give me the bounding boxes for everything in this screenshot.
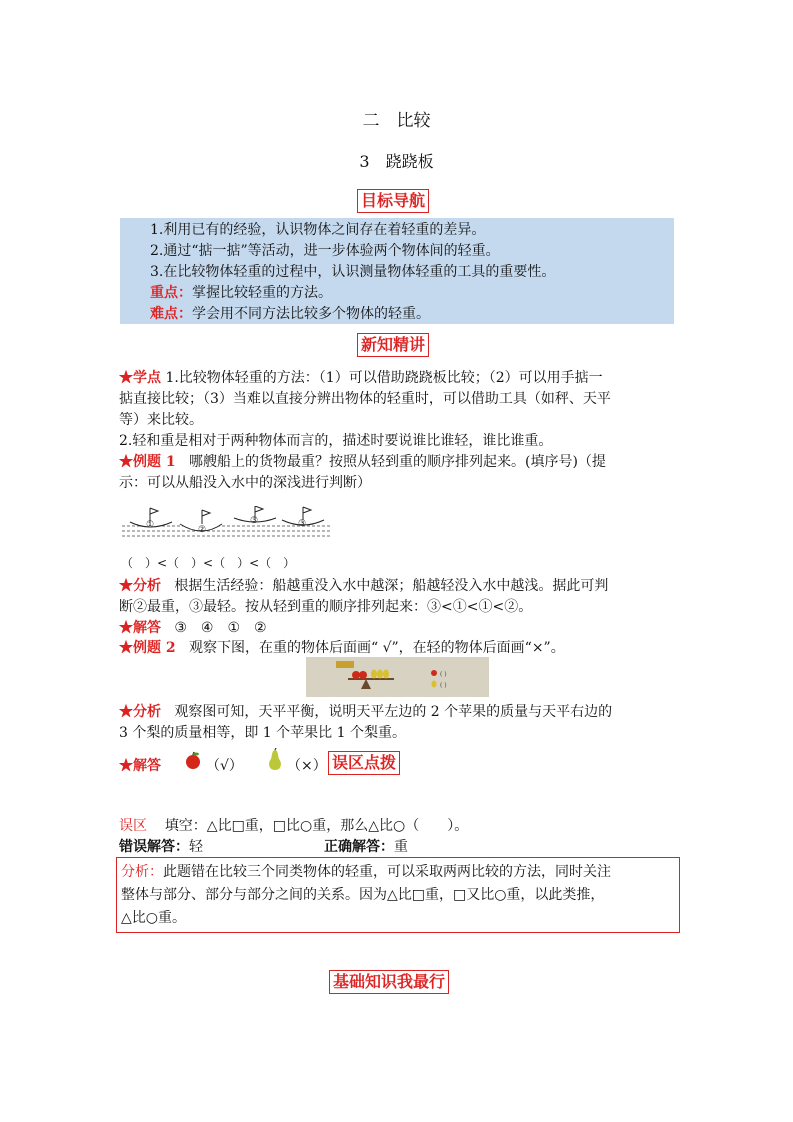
knowledge-point-line-2: 掂直接比较；（3）当难以直接分辨出物体的轻重时，可以借助工具（如秤、天平 [119,391,611,407]
basics-section-title: 基础知识我最行 [329,970,449,994]
boat-2-label: ② [198,525,207,535]
key-point [150,283,332,303]
example-2-question [119,637,565,659]
goal-item-3: 3.在比较物体轻重的过程中，认识测量物体轻重的工具的重要性。 [150,264,556,280]
mistake-analysis-box [116,857,680,933]
svg-text:( ): ( ) [440,682,447,689]
difficulty-point [150,304,430,324]
boat-1-label: ① [146,520,155,530]
difficulty-label: 难点： [150,306,192,322]
wrong-answer-text: 轻 [189,839,203,855]
mistake-label: 误区 [119,818,147,834]
balance-scale-figure [306,657,489,697]
example-2-analysis-label: ★分析 [119,704,161,720]
pear-answer-mark: （×） [287,758,327,774]
key-point-label: 重点： [150,285,192,301]
mistake-analysis-line-2: 整体与部分、部分与部分之间的关系。因为△比□重，□又比○重，以此类推， [121,887,605,903]
knowledge-point-line-3: 等）来比较。 [119,412,203,428]
example-1-analysis-line-1 [119,575,608,597]
goal-item-2: 2.通过“掂一掂”等活动，进一步体验两个物体间的轻重。 [150,243,500,259]
example-1-question-text: 哪艘船上的货物最重？按照从轻到重的顺序排列起来。(填序号)（提 [188,454,606,470]
example-2-analysis-line-1 [119,701,612,723]
mistake-analysis-label: 分析： [121,864,163,880]
mistake-analysis-line-3: △比○重。 [121,910,186,926]
example-2-answer-label: ★解答 [119,758,161,774]
knowledge-point-line-1 [119,367,603,389]
mistake-question [119,815,468,837]
example-1-answer-text: ③ ④ ① ② [174,620,267,636]
difficulty-text: 学会用不同方法比较多个物体的轻重。 [192,306,430,322]
example-2-label: ★例题 2 [119,640,176,656]
boats-figure [122,506,332,540]
wrong-answer-row [119,836,203,858]
pear-icon [266,748,284,772]
unit-title: 二 比较 [362,111,431,131]
mistake-question-text: 填空：△比□重，□比○重，那么△比○（ ）。 [164,818,469,834]
mistake-analysis-line-1 [121,861,611,883]
wrong-answer-label: 错误解答： [119,839,189,855]
knowledge-point-label: ★学点 [119,370,161,386]
knowledge-point-line-4: 2.轻和重是相对于两种物体而言的，描述时要说谁比谁轻，谁比谁重。 [119,433,553,449]
example-1-question-line-2: 示：可以从船没入水中的深浅进行判断） [119,475,371,491]
mistake-section-title: 误区点拨 [328,751,400,775]
apple-icon [184,751,202,771]
example-2-question-text: 观察下图，在重的物体后面画“ √”，在轻的物体后面画“×”。 [188,640,565,656]
boat-1 [130,508,172,530]
example-2-analysis-text: 观察图可知，天平平衡，说明天平左边的 2 个苹果的质量与天平右边的 [174,704,613,720]
example-1-label: ★例题 1 [119,454,176,470]
example-2-analysis-line-2: 3 个梨的质量相等，即 1 个苹果比 1 个梨重。 [119,725,406,741]
goals-section-title: 目标导航 [357,189,429,213]
right-answer-text: 重 [394,839,408,855]
key-point-text: 掌握比较轻重的方法。 [192,285,332,301]
apple-answer-mark: （√） [206,758,243,774]
right-answer-row [324,836,408,858]
right-answer-label: 正确解答： [324,839,394,855]
example-1-analysis-text: 根据生活经验：船越重没入水中越深；船越轻没入水中越浅。据此可判 [174,578,609,594]
example-1-question-line-1 [119,451,606,473]
lesson-title: 3 跷跷板 [359,152,434,171]
example-1-analysis-label: ★分析 [119,578,161,594]
new-knowledge-section-title: 新知精讲 [357,333,429,357]
knowledge-point-text-1: 1.比较物体轻重的方法：（1）可以借助跷跷板比较；（2）可以用手掂一 [165,370,603,386]
example-1-answer-label: ★解答 [119,620,161,636]
example-1-analysis-line-2: 断②最重，③最轻。按从轻到重的顺序排列起来：③<①<①<②。 [119,599,533,615]
goals-box [120,218,674,324]
boat-3-label: ③ [250,516,259,526]
mistake-analysis-text-1: 此题错在比较三个同类物体的轻重，可以采取两两比较的方法，同时关注 [163,864,611,880]
example-1-blanks: （ ）<（ ）<（ ）<（ ） [121,556,296,570]
example-1-answer [119,617,267,639]
boat-4-label: ③ [298,519,307,529]
example-2-answer [119,755,161,777]
boat-2 [180,510,222,535]
goal-item-1: 1.利用已有的经验，认识物体之间存在着轻重的差异。 [150,222,486,238]
svg-text:( ): ( ) [440,671,447,678]
boat-3 [234,506,276,526]
